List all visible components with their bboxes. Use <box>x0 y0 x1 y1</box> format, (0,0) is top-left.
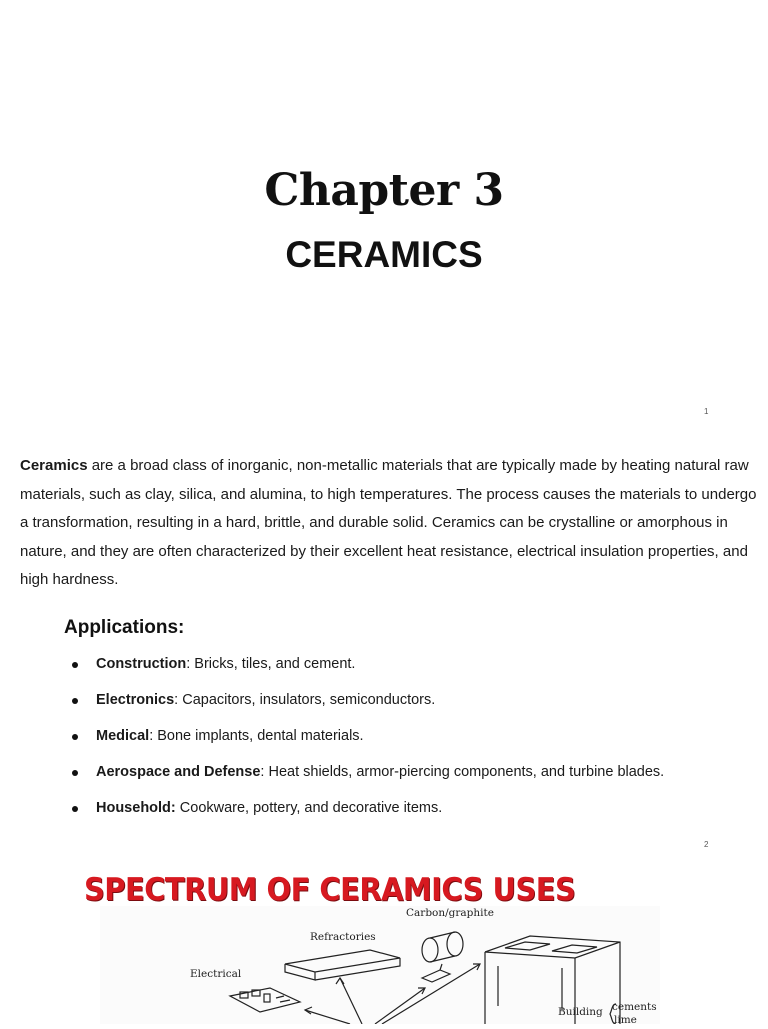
list-item <box>72 656 664 692</box>
label-lime: lime <box>614 1014 637 1026</box>
arrows <box>305 964 480 1024</box>
bullet-icon <box>72 734 78 740</box>
label-building: Building <box>558 1006 603 1018</box>
electrical-icon <box>230 988 300 1012</box>
list-item <box>72 800 664 836</box>
page-number: 1 <box>704 407 709 416</box>
item-term: Construction <box>96 656 187 672</box>
bullet-icon <box>72 806 78 812</box>
ceramics-uses-diagram <box>100 906 660 1024</box>
item-text: Cookware, pottery, and decorative items. <box>179 800 443 816</box>
bullet-icon <box>72 662 78 668</box>
item-separator: : <box>186 656 195 672</box>
chapter-subtitle: CERAMICS <box>285 234 483 275</box>
item-text: Heat shields, armor-piercing components, and turbine blades. <box>268 764 665 780</box>
paragraph-term: Ceramics <box>20 457 88 474</box>
applications-heading: Applications: <box>64 617 185 638</box>
label-electrical: Electrical <box>190 968 242 980</box>
page-number: 2 <box>704 840 709 849</box>
list-item <box>72 764 664 800</box>
item-term: Household: <box>96 800 176 816</box>
carbon-graphite-icon <box>422 932 463 982</box>
chapter-title: Chapter 3 <box>264 165 504 216</box>
label-refractories: Refractories <box>310 931 376 943</box>
list-item <box>72 728 664 764</box>
list-item <box>72 692 664 728</box>
item-text: Bone implants, dental materials. <box>157 728 364 744</box>
label-cements: cements <box>612 1001 657 1013</box>
item-separator: : <box>260 764 269 780</box>
item-text: Capacitors, insulators, semiconductors. <box>182 692 436 708</box>
applications-list <box>72 656 664 836</box>
spectrum-title: SPECTRUM OF CERAMICS USES <box>84 872 576 908</box>
item-term: Electronics <box>96 692 175 708</box>
refractories-icon <box>285 950 400 980</box>
intro-paragraph <box>20 452 760 595</box>
item-term: Aerospace and Defense <box>96 764 261 780</box>
item-term: Medical <box>96 728 150 744</box>
item-separator: : <box>149 728 158 744</box>
paragraph-text: are a broad class of inorganic, non-metallic materials that are typically made by heating natural raw materials, such as clay, silica, and alumina, to high temperatures. The process causes the materials to undergo a transformation, resulting in a hard, brittle, and durable solid. Ceramics can be crystalline or amorphous in nature, and they are often characterized by their excellent heat resistance, electrical insulation properties, and high hardness. <box>20 457 757 589</box>
item-separator: : <box>174 692 183 708</box>
bullet-icon <box>72 770 78 776</box>
item-text: Bricks, tiles, and cement. <box>194 656 356 672</box>
bullet-icon <box>72 698 78 704</box>
label-carbon-graphite: Carbon/graphite <box>406 907 494 919</box>
